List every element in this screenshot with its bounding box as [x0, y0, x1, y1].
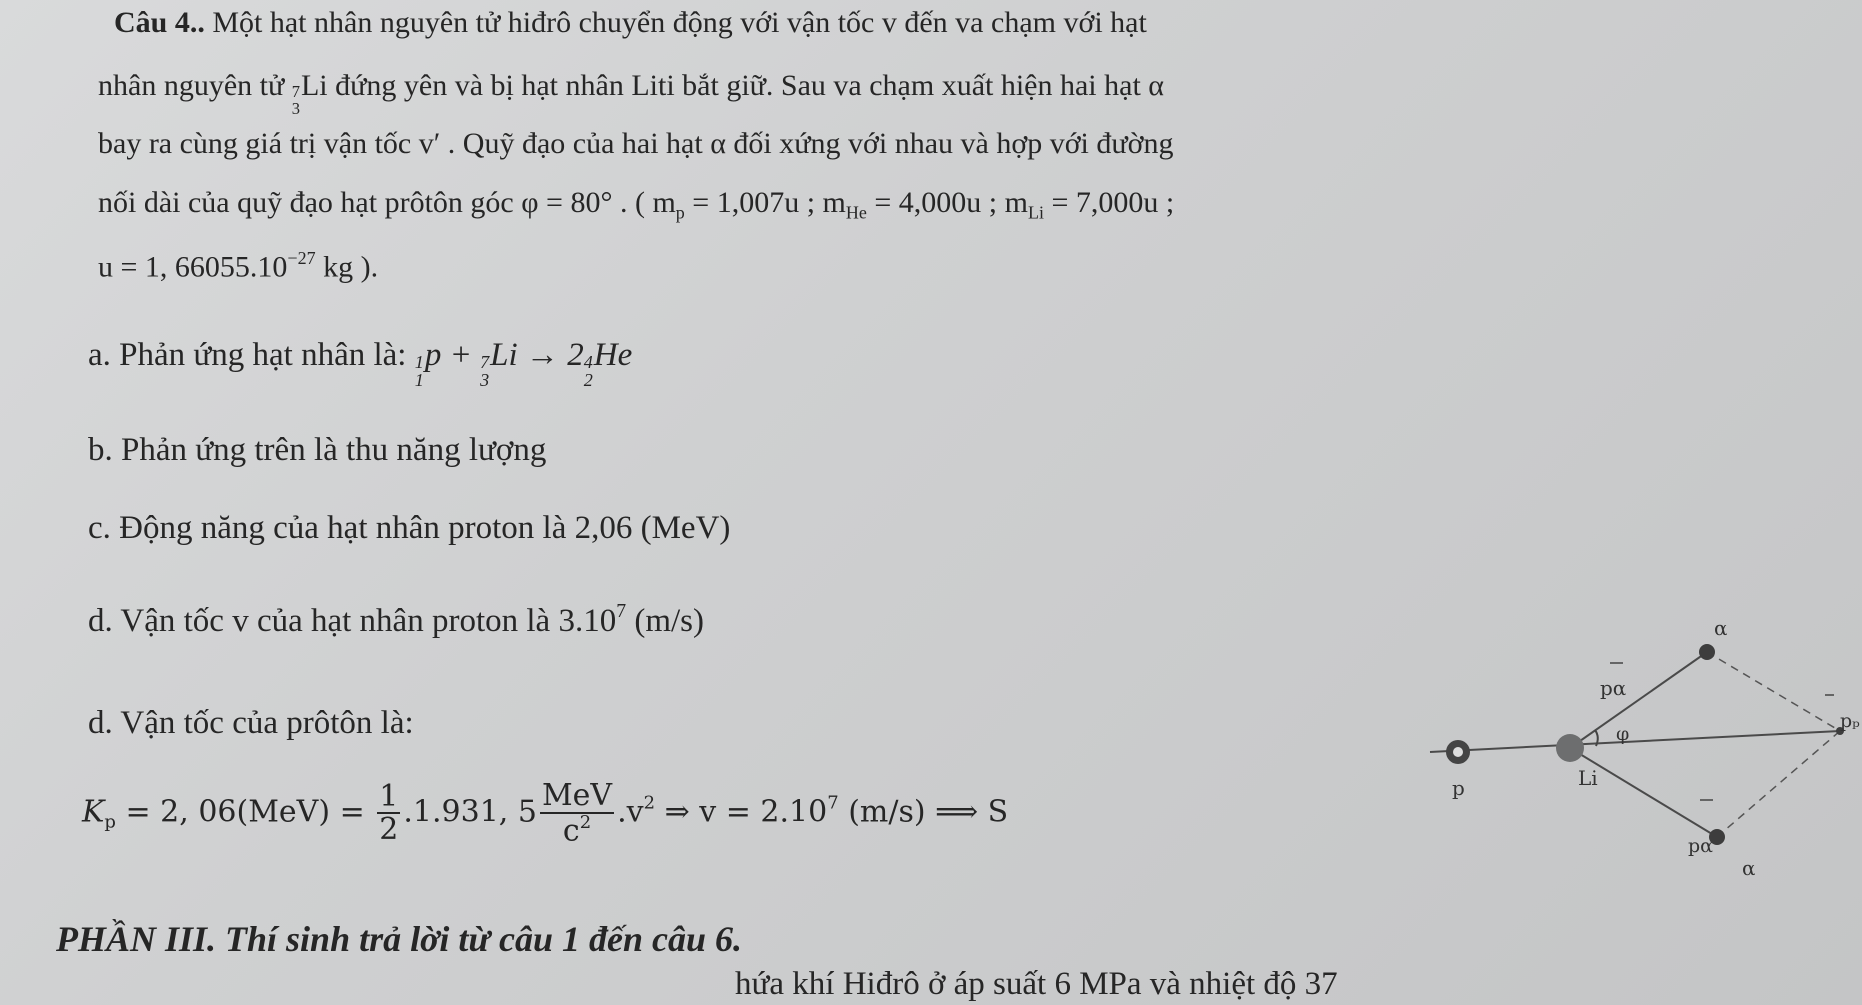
part3-title: PHẦN III. Thí sinh trả lời từ câu 1 đến câu 6. — [56, 919, 743, 959]
alpha-top-label: α — [1714, 616, 1728, 640]
solution-title: d. Vận tốc của prôtôn là: — [88, 705, 414, 741]
alpha-bottom-vector — [1570, 748, 1717, 837]
question-line-3: bay ra cùng giá trị vận tốc v′ . Quỹ đạo của hai hạt α đối xứng với nhau và hợp với đường — [98, 127, 1174, 160]
li-nuclide-indices: 7 3 — [291, 82, 300, 118]
momentum-diagram — [1420, 615, 1860, 905]
statement-a: a. Phản ứng hạt nhân là: 1 1 p + 7 3 Li → 2 4 2 He — [88, 337, 633, 390]
alpha-bottom-label: α — [1742, 856, 1756, 880]
question-line-5: u = 1, $66055.10^{-27}$ kg ). — [98, 248, 379, 284]
statement-c: c. Động năng của hạt nhân proton là 2,06 (MeV) — [88, 510, 731, 546]
half-fraction: $\frac{1}{2}$ — [379, 778, 399, 848]
phi-label: φ — [1616, 723, 1630, 745]
li-nucleus — [1556, 734, 1584, 762]
question-line-1: Câu 4.. Một hạt nhân nguyên tử hiđrô chuyển động với vận tốc v đến va chạm với hạt — [114, 6, 1147, 39]
alpha-top-particle — [1699, 644, 1715, 660]
question-heading: Câu 4.. — [114, 6, 205, 39]
statement-b: b. Phản ứng trên là thu năng lượng — [88, 432, 547, 468]
alpha-top-vector — [1570, 652, 1707, 748]
p-p-label: pₚ — [1840, 710, 1860, 732]
solution-equation: $K_p = 2$, 06(MeV) = $\frac{1}{2}$ .1.931, 5 $\frac{\text{MeV}}{c^2}$ $.v^2$ ⇒ $v = 2.10^7$ (m/s) ⟹ S — [82, 778, 1009, 849]
proton-label: p — [1452, 776, 1465, 800]
question-line-4: nối dài của quỹ đạo hạt prôtôn góc φ = 80° . ( $m_p = 1,007u$ ; $m_{He} = 4,000u$ ; $m_{Li} = 7,000u$ ; — [98, 186, 1175, 223]
statement-d: d. Vận tốc v của hạt nhân proton là 3.10$^7$ (m/s) — [88, 600, 704, 639]
li-label: Li — [1578, 766, 1598, 790]
p-alpha-top-label: pα — [1600, 676, 1627, 700]
part3-next-line: hứa khí Hiđrô ở áp suất 6 MPa và nhiệt độ 37 — [735, 966, 1338, 1002]
unit-fraction: $\frac{\text{MeV}}{c^2}$ — [541, 778, 613, 849]
p-alpha-bottom-label: pα — [1688, 835, 1713, 857]
question-line-2: nhân nguyên tử 7 3 Li đứng yên và bị hạt nhân Liti bắt giữ. Sau va chạm xuất hiện hai hạt α — [98, 69, 1165, 118]
